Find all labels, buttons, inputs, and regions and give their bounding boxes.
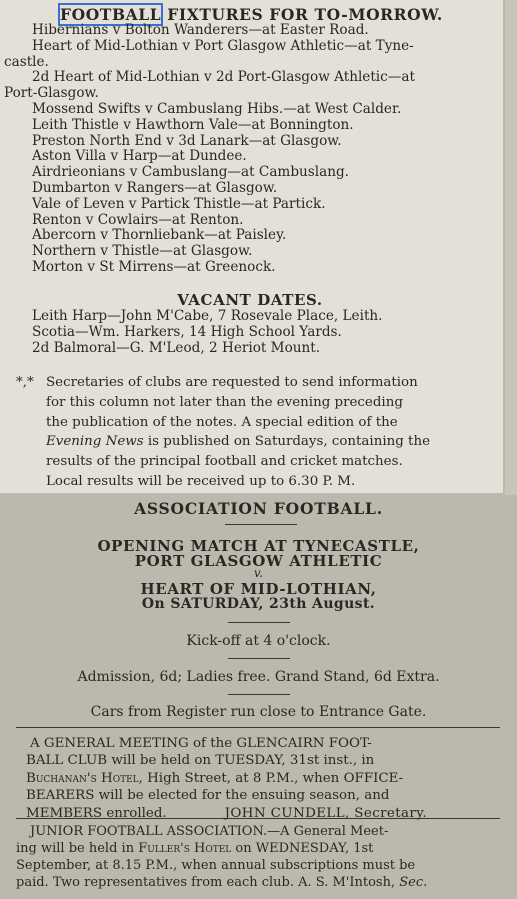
meeting-line-rest: High Street, at 8 P.M., when OFFICE- (142, 770, 404, 786)
fixture-line: Port-Glasgow. (4, 85, 99, 102)
fixture-line: Preston North End v 3d Lanark—at Glasgow. (32, 132, 342, 149)
asterism-marker: *,* (16, 375, 34, 390)
junior-line-start: paid. Two representatives from each club. A. S. M'Intosh, (16, 875, 396, 890)
fixtures-heading-rest: FIXTURES FOR TO-MORROW. (161, 5, 443, 24)
junior-line: September, at 8.15 P.M., when annual subscriptions must be (16, 858, 416, 873)
junior-line-start: ing will be held in (16, 841, 139, 856)
meeting-line: BEARERS will be elected for the ensuing season, and (26, 788, 390, 804)
vacant-dates-heading: VACANT DATES. (177, 291, 323, 309)
glencairn-meeting-notice (26, 735, 502, 822)
divider (228, 694, 290, 695)
fixture-line: Heart of Mid-Lothian v Port Glasgow Athletic—at Tyne- (32, 37, 414, 54)
match-date: On SATURDAY, 23th August. (141, 596, 376, 612)
junior-line (16, 874, 502, 891)
divider (228, 658, 290, 659)
junior-line (16, 840, 502, 857)
meeting-line (26, 770, 502, 787)
junior-line: JUNIOR FOOTBALL ASSOCIATION.—A General Meet- (30, 824, 389, 839)
fixture-line: Leith Thistle v Hawthorn Vale—at Bonnington. (32, 116, 354, 133)
fixture-line: Abercorn v Thornliebank—at Paisley. (32, 227, 287, 244)
junior-line-rest: on WEDNESDAY, 1st (231, 841, 374, 856)
vacant-date-line: 2d Balmoral—G. M'Leod, 2 Heriot Mount. (32, 340, 321, 356)
match-headline: OPENING MATCH AT TYNECASTLE, (97, 537, 420, 555)
notice-line: Secretaries of clubs are requested to send information (46, 375, 418, 390)
fixture-line: Northern v Thistle—at Glasgow. (32, 243, 253, 260)
notice-line (16, 432, 498, 452)
fixture-line: Airdrieonians v Cambuslang—at Cambuslang. (32, 164, 349, 181)
fixture-line: Hibernians v Bolton Wanderers—at Easter Road. (32, 22, 369, 38)
divider (228, 622, 290, 623)
junior-association-notice (16, 823, 502, 891)
fixture-line: castle. (4, 53, 49, 70)
fixture-line: Renton v Cowlairs—at Renton. (32, 211, 244, 228)
section-divider (16, 727, 500, 728)
meeting-line: A GENERAL MEETING of the GLENCAIRN FOOT- (30, 736, 372, 751)
hotel-name: Fuller's Hotel (138, 841, 232, 856)
match-versus: v. (253, 566, 264, 580)
divider (225, 524, 297, 525)
fixture-line: Aston Villa v Harp—at Dundee. (32, 148, 247, 165)
kickoff-time: Kick-off at 4 o'clock. (186, 633, 331, 649)
vacant-date-line: Scotia—Wm. Harkers, 14 High School Yards. (32, 324, 342, 340)
vacant-date-line: Leith Harp—John M'Cabe, 7 Rosevale Place, Leith. (32, 308, 383, 324)
match-team-away: HEART OF MID-LOTHIAN, (140, 580, 377, 598)
evening-news-title: Evening News (46, 434, 144, 450)
notice-line: the publication of the notes. A special edition of the (46, 414, 398, 430)
meeting-members: MEMBERS enrolled. (26, 805, 167, 821)
vacant-dates-list (32, 308, 383, 356)
secretaries-notice (16, 373, 498, 492)
meeting-line (26, 805, 502, 822)
fixture-line: Vale of Leven v Partick Thistle—at Partick. (32, 195, 326, 212)
notice-line: results of the principal football and cricket matches. (46, 454, 403, 470)
highlighted-search-term[interactable]: FOOTBALL (60, 5, 162, 24)
notice-line: Local results will be received up to 6.30 P. M. (46, 473, 356, 489)
association-football-heading: ASSOCIATION FOOTBALL. (134, 499, 383, 518)
admission-prices: Admission, 6d; Ladies free. Grand Stand, 6d Extra. (77, 669, 440, 685)
fixture-line: Dumbarton v Rangers—at Glasgow. (32, 179, 278, 196)
meeting-line: BALL CLUB will be held on TUESDAY, 31st inst., in (26, 753, 375, 769)
meeting-secretary: JOHN CUNDELL, Secretary. (224, 805, 428, 821)
notice-line-rest: is published on Saturdays, containing the (143, 434, 430, 450)
cars-note: Cars from Register run close to Entrance Gate. (90, 704, 427, 720)
fixture-line: Morton v St Mirrens—at Greenock. (32, 258, 276, 275)
hotel-name: Buchanan's Hotel, (26, 770, 143, 786)
junior-secretary-abbrev: Sec. (395, 875, 428, 890)
match-team-home: PORT GLASGOW ATHLETIC (134, 552, 383, 570)
fixture-line: Mossend Swifts v Cambuslang Hibs.—at West Calder. (32, 100, 402, 117)
notice-line: for this column not later than the evening preceding (46, 394, 403, 410)
fixtures-list (4, 22, 500, 276)
section-divider (16, 818, 500, 819)
fixture-line: 2d Heart of Mid-Lothian v 2d Port-Glasgow Athletic—at (32, 69, 415, 86)
